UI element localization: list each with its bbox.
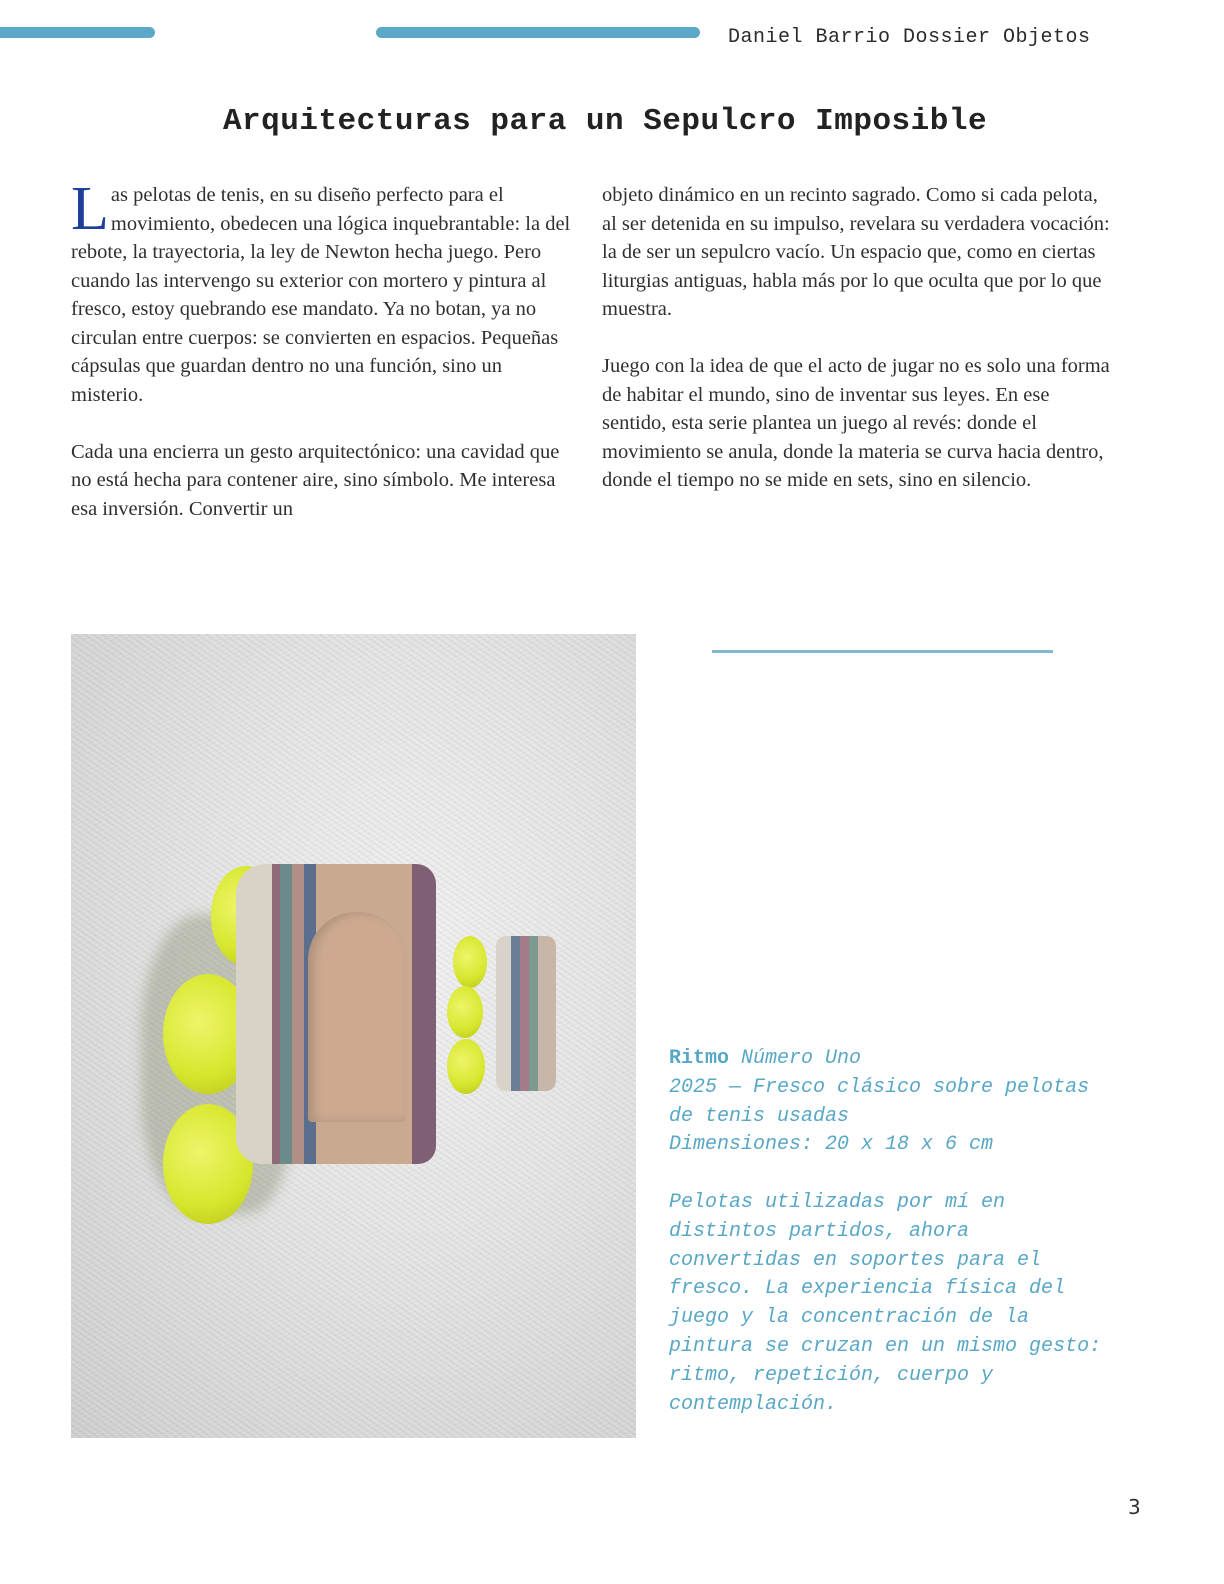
tennis-ball	[453, 936, 487, 988]
paragraph: Juego con la idea de que el acto de jugar no es solo una forma de habitar el mundo, sino de inventar sus leyes. En ese sentido, esta serie plantea un juego al revés: donde el movimiento se anula, donde la materia se curva hacia dentro, donde el tiempo no se mide en sets, sino en silencio.	[602, 355, 1110, 491]
running-head: Daniel Barrio Dossier Objetos	[728, 26, 1091, 49]
paragraph	[71, 175, 571, 409]
decorative-bar-middle	[376, 27, 700, 38]
artwork-dimensions: Dimensiones: 20 x 18 x 6 cm	[669, 1133, 994, 1157]
artwork-caption	[669, 1045, 1109, 1448]
page-number: 3	[1128, 1495, 1141, 1519]
artwork-description: Pelotas utilizadas por mí en distintos partidos, ahora convertidas en soportes para el fresco. La experiencia física del juego y la concentración de la pintura se cruzan en un mismo gesto: ritmo, repetición, cuerpo y contemplación.	[669, 1190, 1102, 1416]
paragraph-text: as pelotas de tenis, en su diseño perfecto para el movimiento, obedecen una lógica inquebrantable: la del rebote, la trayectoria, la ley de Newton hecha juego. Pero cuando las intervengo su exterior con mortero y pintura al fresco, estoy quebrando ese mandato. Ya no botan, ya no circulan entre cuerpos: se convierten en espacios. Pequeñas cápsulas que guardan dentro no una función, sino un misterio.	[71, 184, 571, 406]
paragraph: Cada una encierra un gesto arquitectónico: una cavidad que no está hecha para contener aire, sino símbolo. Me interesa esa inversión. Convertir un	[71, 440, 560, 520]
fresco-relief-large	[236, 864, 436, 1164]
artwork-photo	[71, 634, 636, 1438]
caption-header	[669, 1045, 1109, 1160]
artwork-year-medium: 2025 — Fresco clásico sobre pelotas de tenis usadas	[669, 1075, 1090, 1128]
tennis-ball	[447, 1039, 485, 1094]
fresco-relief-small	[496, 936, 556, 1091]
artwork-title-italic: Número Uno	[741, 1047, 862, 1070]
text-column-left	[71, 175, 571, 552]
dropcap-letter: L	[71, 175, 109, 243]
tennis-ball	[447, 986, 483, 1038]
artwork-title-bold: Ritmo	[669, 1047, 730, 1070]
paragraph: objeto dinámico en un recinto sagrado. Como si cada pelota, al ser detenida en su impulso, revelara su verdadera vocación: la de ser un sepulcro vacío. Un espacio que, como en ciertas liturgias antiguas, habla más por lo que oculta que por lo que muestra.	[602, 184, 1110, 320]
article-title: Arquitecturas para un Sepulcro Imposible	[222, 104, 988, 139]
caption-divider	[712, 650, 1053, 653]
decorative-bar-left	[0, 27, 155, 38]
arched-niche	[308, 912, 406, 1122]
text-column-right	[602, 181, 1117, 523]
